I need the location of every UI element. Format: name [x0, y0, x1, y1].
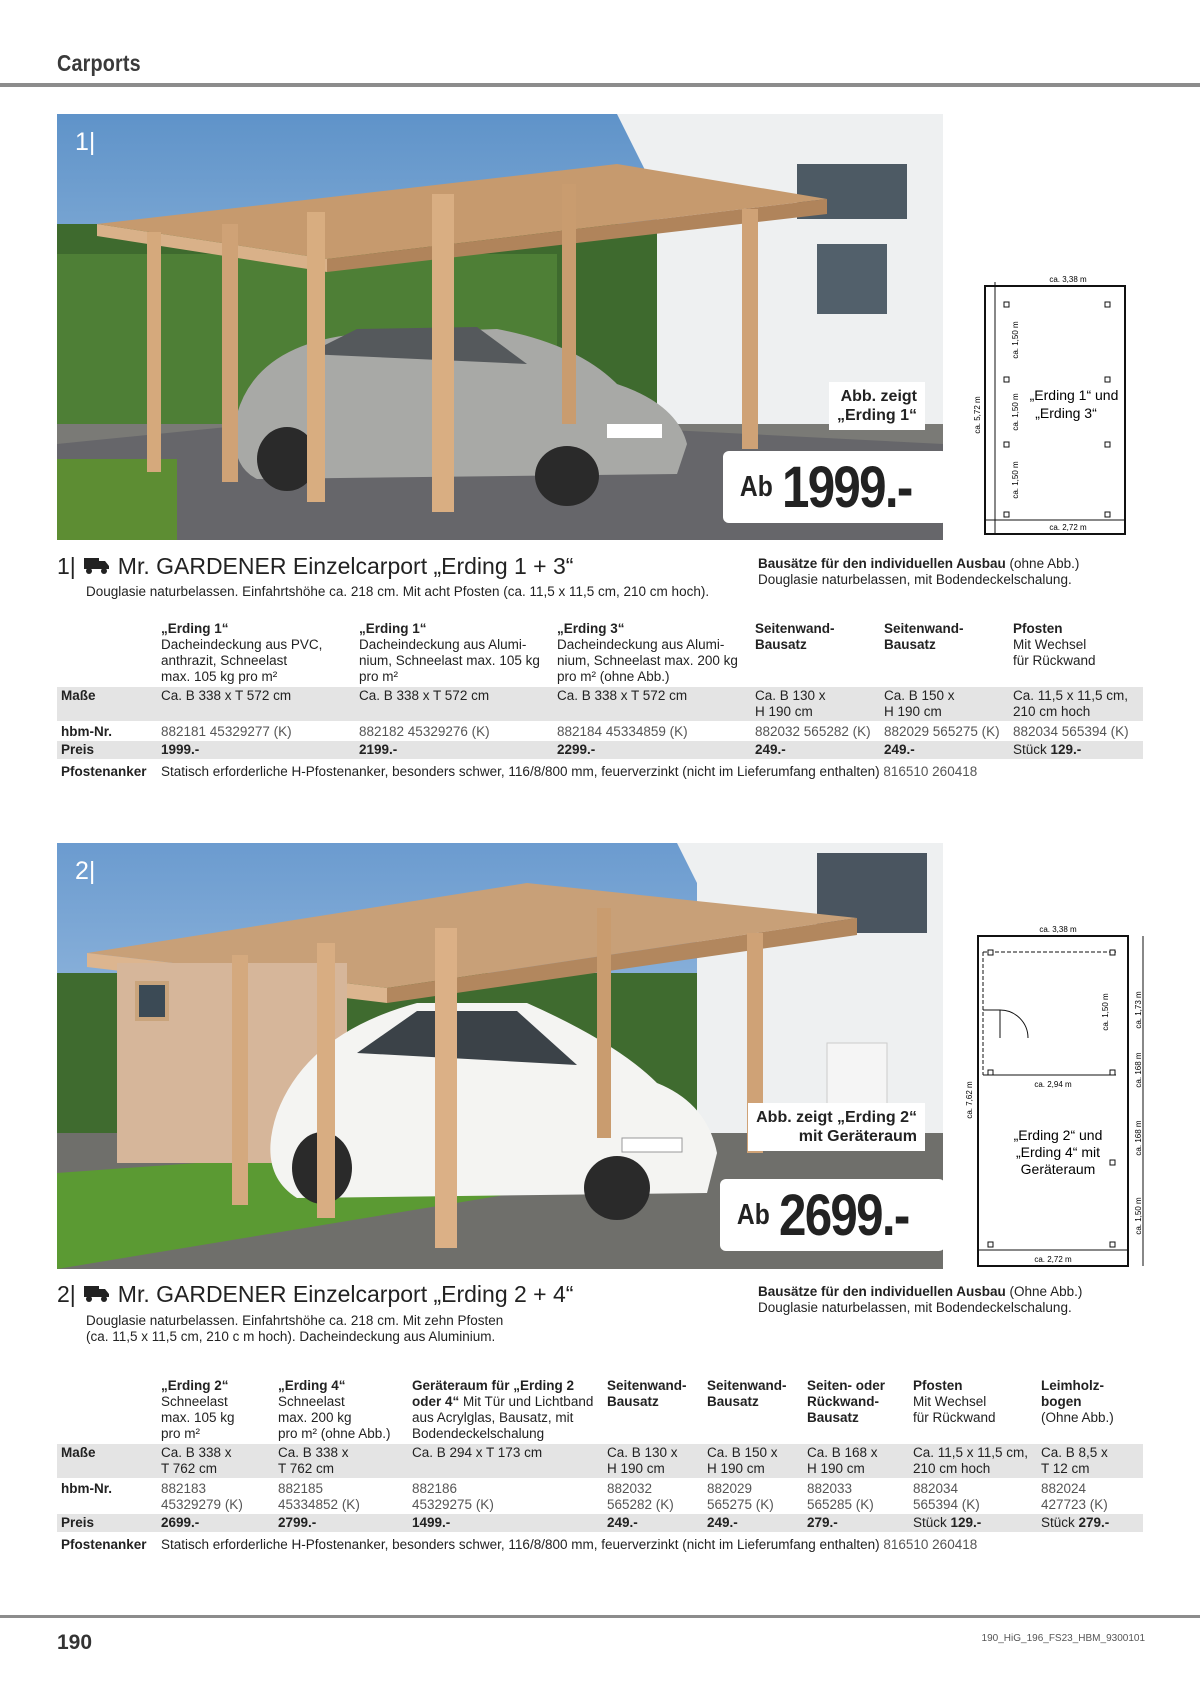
plan-width-top: ca. 3,38 m: [1039, 925, 1077, 934]
bausatz-heading: Bausätze für den individuellen Ausbau: [758, 1284, 1006, 1299]
row-label: Pfostenanker: [61, 1537, 147, 1552]
table-cell: 882034 565394 (K): [1013, 724, 1129, 739]
price-cell: 2699.-: [157, 1514, 274, 1533]
table-cell: 882032 565282 (K): [607, 1481, 674, 1512]
price-cell: 1499.-: [408, 1514, 603, 1533]
product-1-price-tag: [723, 451, 943, 523]
product-1-floor-plan: [960, 272, 1150, 542]
plan-label: Geräteraum: [1020, 1161, 1096, 1177]
product-2-description: [86, 1313, 503, 1345]
row-label: Preis: [57, 1514, 157, 1533]
row-label: hbm-Nr.: [61, 724, 113, 739]
column-header: Seitenwand- Bausatz: [707, 1378, 787, 1409]
page-number: 190: [57, 1631, 93, 1654]
plan-right-segment: ca. 1,73 m: [1134, 991, 1143, 1029]
table-cell: Ca. B 338 x T 572 cm: [157, 687, 355, 722]
table-cell: Ca. B 130 x H 190 cm: [603, 1444, 703, 1479]
product-1-callout: [829, 382, 925, 430]
table-cell: Ca. B 150 x H 190 cm: [703, 1444, 803, 1479]
product-1-photo-label: 1|: [75, 128, 96, 156]
plan-label: „Erding 4“ mit: [1015, 1144, 1101, 1160]
truck-icon: [84, 553, 110, 580]
table-cell: Ca. B 338 x T 762 cm: [274, 1444, 408, 1479]
plan-width-top: ca. 3,38 m: [1049, 275, 1087, 284]
table-cell: 882181 45329277 (K): [161, 724, 292, 739]
column-header: Seitenwand- Bausatz: [884, 621, 964, 652]
product-1-description: [86, 584, 709, 600]
price-amount: 1999.-: [781, 454, 912, 520]
bausatz-heading-rest: (ohne Abb.): [1005, 556, 1080, 571]
callout-line: „Erding 1“: [836, 407, 917, 424]
column-header: Pfosten Mit Wechsel für Rückwand: [913, 1378, 996, 1425]
price-cell: Stück 129.-: [1009, 741, 1143, 760]
description-line: (ca. 11,5 x 11,5 cm, 210 c m hoch). Dacheindeckung aus Aluminium.: [86, 1329, 496, 1344]
pfostenanker-text: Statisch erforderliche H-Pfostenanker, besonders schwer, 116/8/800 mm, feuerverzinkt (nicht im Lieferumfang enthalten) 816510 260418: [161, 764, 978, 779]
price-cell: Stück 279.-: [1037, 1514, 1143, 1533]
column-header: Seiten- oder Rückwand- Bausatz: [807, 1378, 886, 1425]
price-cell: Stück 129.-: [909, 1514, 1037, 1533]
price-amount: 2699.-: [778, 1182, 909, 1248]
price-cell: 2199.-: [355, 741, 553, 760]
bausatz-line: Douglasie naturbelassen, mit Bodendeckelschalung.: [758, 572, 1072, 587]
product-2-title-text: Mr. GARDENER Einzelcarport „Erding 2 + 4“: [117, 1281, 574, 1307]
row-label: Preis: [57, 741, 157, 760]
hbm-row: [57, 1479, 1143, 1514]
plan-depth: ca. 7,62 m: [965, 1081, 974, 1119]
plan-segment: ca. 1,50 m: [1011, 393, 1020, 431]
row-label: hbm-Nr.: [61, 1481, 113, 1496]
product-2-floor-plan: [958, 920, 1153, 1272]
product-2-bausatz-note: [758, 1284, 1082, 1316]
column-header: „Erding 1“ Dacheindeckung aus PVC, anthrazit, Schneelast max. 105 kg pro m²: [161, 621, 323, 684]
description-line: Douglasie naturbelassen. Einfahrtshöhe ca. 218 cm. Mit acht Pfosten (ca. 11,5 x 11,5 cm, 210 cm hoch).: [86, 584, 710, 599]
plan-depth: ca. 5,72 m: [973, 396, 982, 434]
table-cell: 882183 45329279 (K): [161, 1481, 243, 1512]
product-1-title: [57, 553, 573, 580]
page-title: Carports: [57, 50, 141, 76]
table-cell: 882032 565282 (K): [755, 724, 871, 739]
table-cell: Ca. B 338 x T 572 cm: [355, 687, 553, 722]
hbm-row: [57, 722, 1143, 741]
table-cell: 882184 45334859 (K): [557, 724, 688, 739]
plan-segment: ca. 1,50 m: [1011, 321, 1020, 359]
column-header: „Erding 4“ Schneelast max. 200 kg pro m² (ohne Abb.): [278, 1378, 391, 1441]
table-cell: 882185 45334852 (K): [278, 1481, 360, 1512]
product-2-spec-table: [57, 1377, 1143, 1554]
description-line: Douglasie naturbelassen. Einfahrtshöhe ca. 218 cm. Mit zehn Pfosten: [86, 1313, 504, 1328]
table-cell: 882034 565394 (K): [913, 1481, 980, 1512]
price-prefix: Ab: [736, 1198, 770, 1231]
plan-label: „Erding 3“: [1035, 405, 1097, 421]
price-prefix: Ab: [739, 470, 773, 503]
table-cell: Ca. B 338 x T 762 cm: [157, 1444, 274, 1479]
bausatz-heading-rest: (Ohne Abb.): [1005, 1284, 1083, 1299]
row-label: Maße: [57, 687, 157, 722]
plan-right-segment: ca. 1,50 m: [1134, 1197, 1143, 1235]
plan-label: „Erding 1“ und: [1029, 387, 1119, 403]
column-header: „Erding 2“ Schneelast max. 105 kg pro m²: [161, 1378, 235, 1441]
price-row: [57, 1514, 1143, 1533]
table-cell: 882024 427723 (K): [1041, 1481, 1108, 1512]
column-header: Leimholz- bogen (Ohne Abb.): [1041, 1378, 1114, 1425]
column-header: „Erding 1“ Dacheindeckung aus Alumi- nium, Schneelast max. 105 kg pro m²: [359, 621, 540, 684]
table-cell: 882029 565275 (K): [884, 724, 1000, 739]
plan-segment: ca. 1,50 m: [1101, 993, 1110, 1031]
plan-right-segment: ca. 168 m: [1134, 1120, 1143, 1156]
plan-right-segment: ca. 168 m: [1134, 1052, 1143, 1088]
pfostenanker-row: [57, 760, 1143, 781]
table-cell: Ca. 11,5 x 11,5 cm, 210 cm hoch: [1009, 687, 1143, 722]
column-header: „Erding 3“ Dacheindeckung aus Alumi- nium, Schneelast max. 200 kg pro m² (ohne Abb.): [557, 621, 738, 684]
table-cell: Ca. B 150 x H 190 cm: [880, 687, 1009, 722]
truck-icon: [84, 1281, 110, 1308]
price-cell: 2299.-: [553, 741, 751, 760]
table-cell: Ca. B 338 x T 572 cm: [553, 687, 751, 722]
price-row: [57, 741, 1143, 760]
table-cell: 882186 45329275 (K): [412, 1481, 494, 1512]
callout-line: Abb. zeigt „Erding 2“: [756, 1109, 917, 1126]
price-cell: 1999.-: [157, 741, 355, 760]
column-header: Geräteraum für „Erding 2 oder 4“ Mit Tür und Lichtband aus Acrylglas, Bausatz, mit Bodendeckelschalung: [412, 1378, 594, 1441]
footer-code: 190_HiG_196_FS23_HBM_9300101: [981, 1633, 1145, 1644]
masse-row: [57, 1444, 1143, 1479]
header-divider: [0, 83, 1200, 87]
table-cell: 882182 45329276 (K): [359, 724, 490, 739]
price-cell: 249.-: [751, 741, 880, 760]
row-label: Pfostenanker: [61, 764, 147, 779]
price-cell: 249.-: [880, 741, 1009, 760]
callout-line: mit Geräteraum: [798, 1128, 917, 1145]
table-cell: 882033 565285 (K): [807, 1481, 874, 1512]
table-cell: 882029 565275 (K): [707, 1481, 774, 1512]
product-2-callout: [748, 1103, 925, 1151]
bausatz-heading: Bausätze für den individuellen Ausbau: [758, 556, 1006, 571]
plan-inner-width: ca. 2,94 m: [1034, 1080, 1072, 1089]
table-cell: Ca. B 168 x H 190 cm: [803, 1444, 909, 1479]
table-cell: Ca. B 130 x H 190 cm: [751, 687, 880, 722]
price-cell: 249.-: [703, 1514, 803, 1533]
plan-width-bottom: ca. 2,72 m: [1049, 523, 1087, 532]
product-1-photo: [57, 114, 943, 540]
plan-width-bottom: ca. 2,72 m: [1034, 1255, 1072, 1264]
product-2-photo-label: 2|: [75, 857, 96, 885]
table-cell: Ca. B 294 x T 173 cm: [408, 1444, 603, 1479]
pfostenanker-text: Statisch erforderliche H-Pfostenanker, besonders schwer, 116/8/800 mm, feuerverzinkt (nicht im Lieferumfang enthalten) 816510 260418: [161, 1537, 978, 1552]
product-2-number: 2|: [57, 1281, 76, 1307]
masse-row: [57, 687, 1143, 722]
price-cell: 2799.-: [274, 1514, 408, 1533]
column-header: Seitenwand- Bausatz: [607, 1378, 687, 1409]
plan-label: „Erding 2“ und: [1013, 1127, 1103, 1143]
product-1-number: 1|: [57, 553, 76, 579]
column-header: Seitenwand- Bausatz: [755, 621, 835, 652]
plan-segment: ca. 1,50 m: [1011, 461, 1020, 499]
table-cell: Ca. B 8,5 x T 12 cm: [1037, 1444, 1143, 1479]
bausatz-line: Douglasie naturbelassen, mit Bodendeckelschalung.: [758, 1300, 1072, 1315]
product-2-title: [57, 1281, 573, 1308]
table-cell: Ca. 11,5 x 11,5 cm, 210 cm hoch: [909, 1444, 1037, 1479]
price-cell: 279.-: [803, 1514, 909, 1533]
footer-divider: [0, 1615, 1200, 1618]
pfostenanker-row: [57, 1533, 1143, 1554]
price-cell: 249.-: [603, 1514, 703, 1533]
product-1-bausatz-note: [758, 556, 1079, 588]
column-header: Pfosten Mit Wechsel für Rückwand: [1013, 621, 1096, 668]
row-label: Maße: [57, 1444, 157, 1479]
product-1-spec-table: [57, 620, 1143, 781]
product-2-price-tag: [720, 1179, 943, 1251]
product-1-title-text: Mr. GARDENER Einzelcarport „Erding 1 + 3“: [117, 553, 574, 579]
product-2-photo: [57, 843, 943, 1269]
callout-line: Abb. zeigt: [840, 388, 917, 405]
